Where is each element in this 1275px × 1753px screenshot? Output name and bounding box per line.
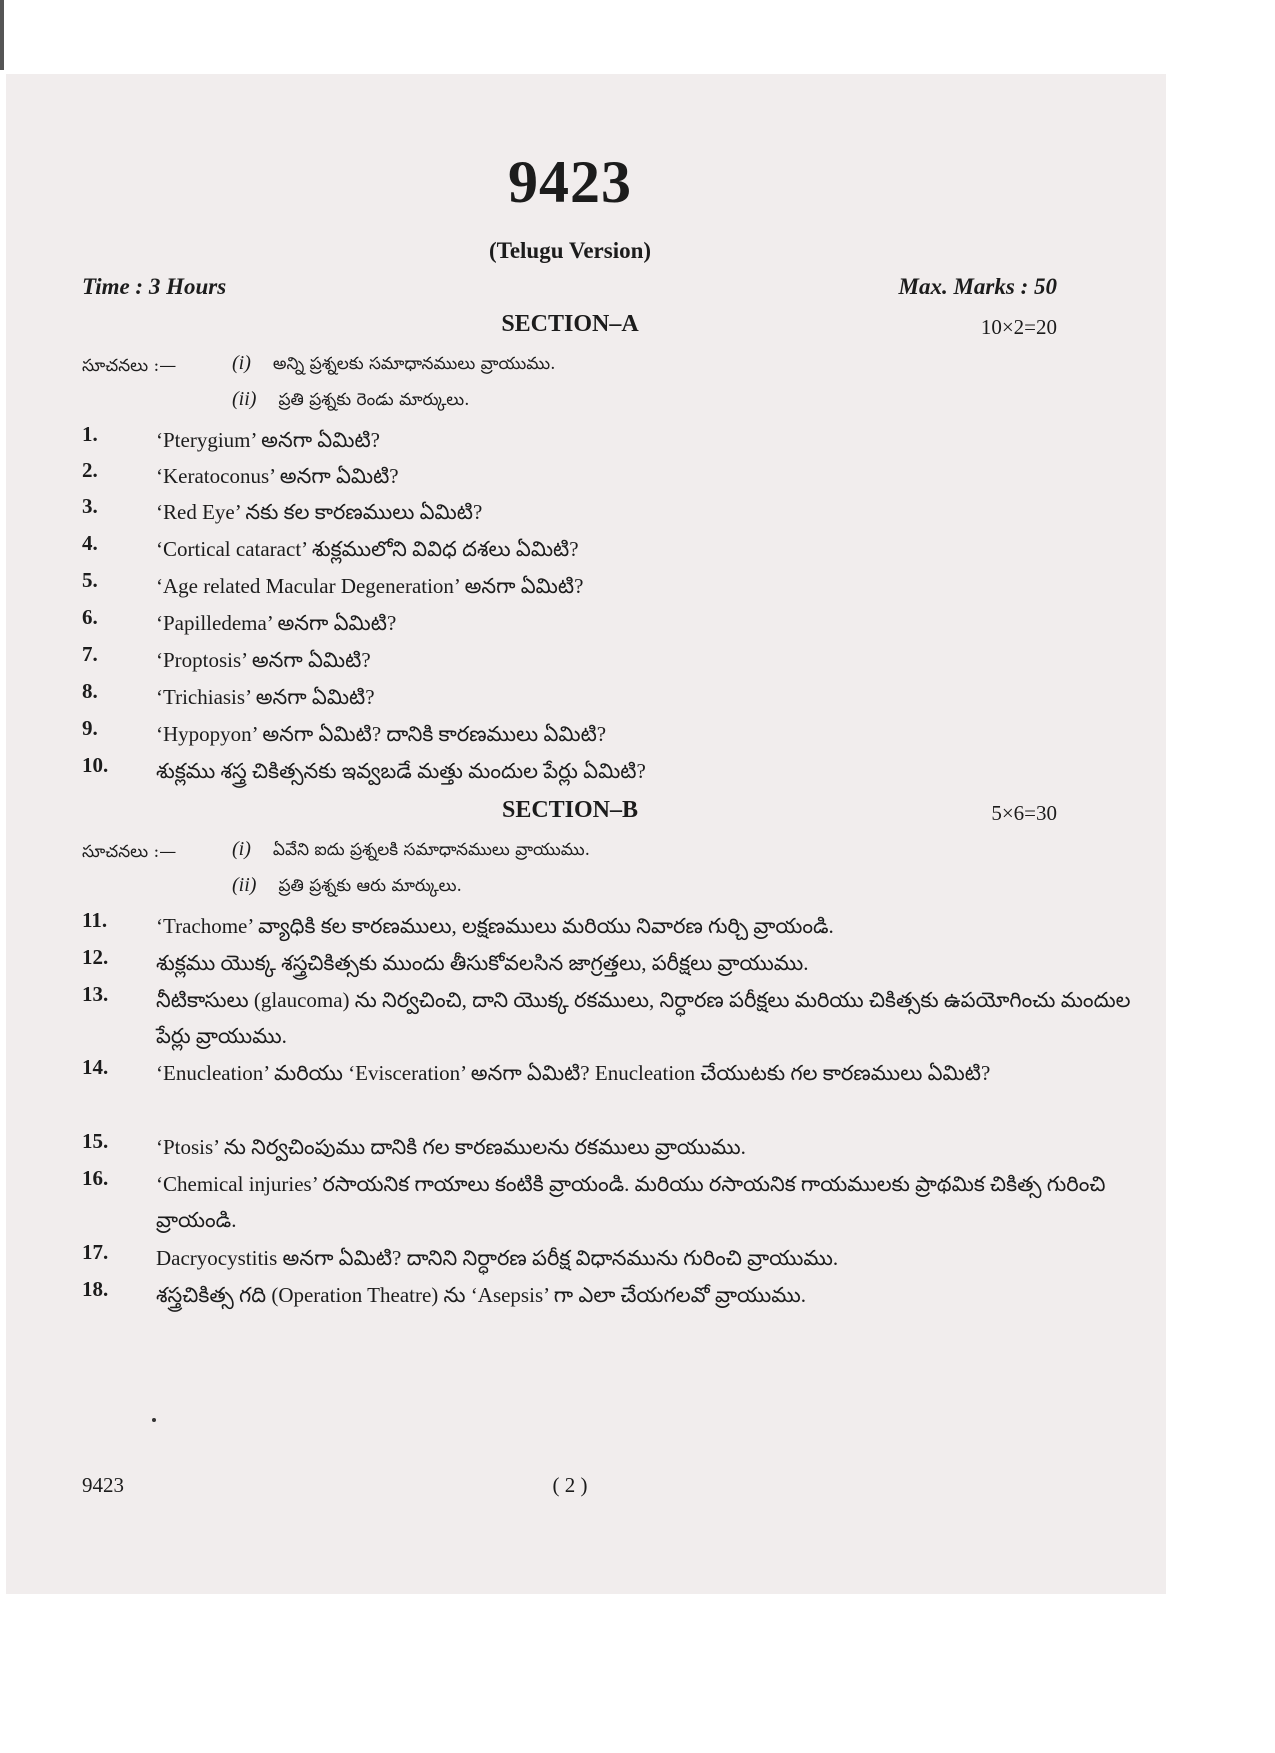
question-number: 12. [82,945,109,969]
instruction-text: ఏవేని ఐదు ప్రశ్నలకి సమాధానములు వ్రాయుము. [272,840,591,860]
question-text: Dacryocystitis అనగా ఏమిటి? దానిని నిర్ధారణ పరీక్ష విధానమును గురించి వ్రాయుము. [156,1246,839,1270]
stray-mark [152,1418,156,1422]
section-a-marks: 10×2=20 [980,315,1057,339]
version-label: (Telugu Version) [488,238,652,263]
instruction-number: (ii) [232,388,257,410]
section-b-marks: 5×6=30 [991,801,1057,825]
footer-paper-code: 9423 [82,1473,124,1497]
section-b-instruction [232,874,462,900]
question-text: ‘Keratoconus’ అనగా ఏమిటి? [156,464,399,488]
question-number: 6. [82,605,98,629]
question-number: 13. [82,982,109,1006]
question-number: 1. [82,422,98,446]
instruction-number: (i) [232,838,251,860]
section-a-instruction [232,388,470,414]
section-a-instruction [232,352,556,378]
question-text: ‘Cortical cataract’ శుక్లములోని వివిధ దశలు ఏమిటి? [156,537,579,561]
question-text: ‘Papilledema’ అనగా ఏమిటి? [156,611,397,635]
question-number: 8. [82,679,98,703]
question-text: ‘Age related Macular Degeneration’ అనగా ఏమిటి? [156,574,584,598]
section-b-instructions-label: సూచనలు :— [82,842,177,862]
question-text: శస్త్రచికిత్స గది (Operation Theatre) ను ‘Asepsis’ గా ఎలా చేయగలవో వ్రాయుము. [156,1283,806,1307]
footer-page-number: ( 2 ) [552,1473,588,1497]
question-text: ‘Trachome’ వ్యాధికి కల కారణములు, లక్షణములు మరియు నివారణ గుర్చి వ్రాయండి. [156,914,834,938]
question-number: 11. [82,908,108,932]
question-number: 14. [82,1055,109,1079]
question-number: 18. [82,1277,109,1301]
question-text: శుక్లము శస్త్ర చికిత్సనకు ఇవ్వబడే మత్తు మందుల పేర్లు ఏమిటి? [156,759,646,783]
question-text: ‘Trichiasis’ అనగా ఏమిటి? [156,685,375,709]
question-number: 5. [82,568,98,592]
section-b-title: SECTION–B [501,797,639,823]
question-number: 16. [82,1166,109,1190]
max-marks-label: Max. Marks : 50 [898,274,1057,299]
instruction-text: ప్రతి ప్రశ్నకు రెండు మార్కులు. [278,390,470,410]
question-number: 3. [82,494,98,518]
question-number: 7. [82,642,98,666]
question-text: ‘Pterygium’ అనగా ఏమిటి? [156,428,380,452]
question-number: 2. [82,458,98,482]
question-text: ‘Enucleation’ మరియు ‘Evisceration’ అనగా ఏమిటి? Enucleation చేయుటకు గల కారణములు ఏమిటి? [156,1061,991,1085]
question-text: ‘Hypopyon’ అనగా ఏమిటి? దానికి కారణములు ఏమిటి? [156,722,607,746]
question-text: ‘Chemical injuries’ రసాయనిక గాయాలు కంటికి వ్రాయండి. మరియు రసాయనిక గాయములకు ప్రాథమిక చికిత్స గురించి వ్రాయండి. [156,1172,1106,1232]
scan-edge [0,0,4,70]
question-number: 17. [82,1240,109,1264]
question-text: ‘Proptosis’ అనగా ఏమిటి? [156,648,371,672]
question-number: 15. [82,1129,109,1153]
section-a-title: SECTION–A [501,311,639,337]
question-text: శుక్లము యొక్క శస్త్రచికిత్సకు ముందు తీసుకోవలసిన జాగ్రత్తలు, పరీక్షలు వ్రాయుము. [156,951,809,975]
question-text: నీటికాసులు (glaucoma) ను నిర్వచించి, దాని యొక్క రకములు, నిర్ధారణ పరీక్షలు మరియు చికిత్సకు ఉపయోగించు మందుల పేర్లు వ్రాయుము. [156,988,1131,1048]
section-b-instruction [232,838,590,864]
question-text: ‘Ptosis’ ను నిర్వచింపుము దానికి గల కారణములను రకములు వ్రాయుము. [156,1135,746,1159]
question-number: 4. [82,531,98,555]
question-number: 9. [82,716,98,740]
question-number: 10. [82,753,109,777]
instruction-text: ప్రతి ప్రశ్నకు ఆరు మార్కులు. [278,876,462,896]
section-a-instructions-label: సూచనలు :— [82,356,177,376]
instruction-text: అన్ని ప్రశ్నలకు సమాధానములు వ్రాయుము. [272,354,556,374]
question-text: ‘Red Eye’ నకు కల కారణములు ఏమిటి? [156,500,483,524]
paper-code: 9423 [508,149,632,215]
paper-sheet [6,74,1166,1594]
time-label: Time : 3 Hours [82,274,227,299]
instruction-number: (ii) [232,874,257,896]
instruction-number: (i) [232,352,251,374]
